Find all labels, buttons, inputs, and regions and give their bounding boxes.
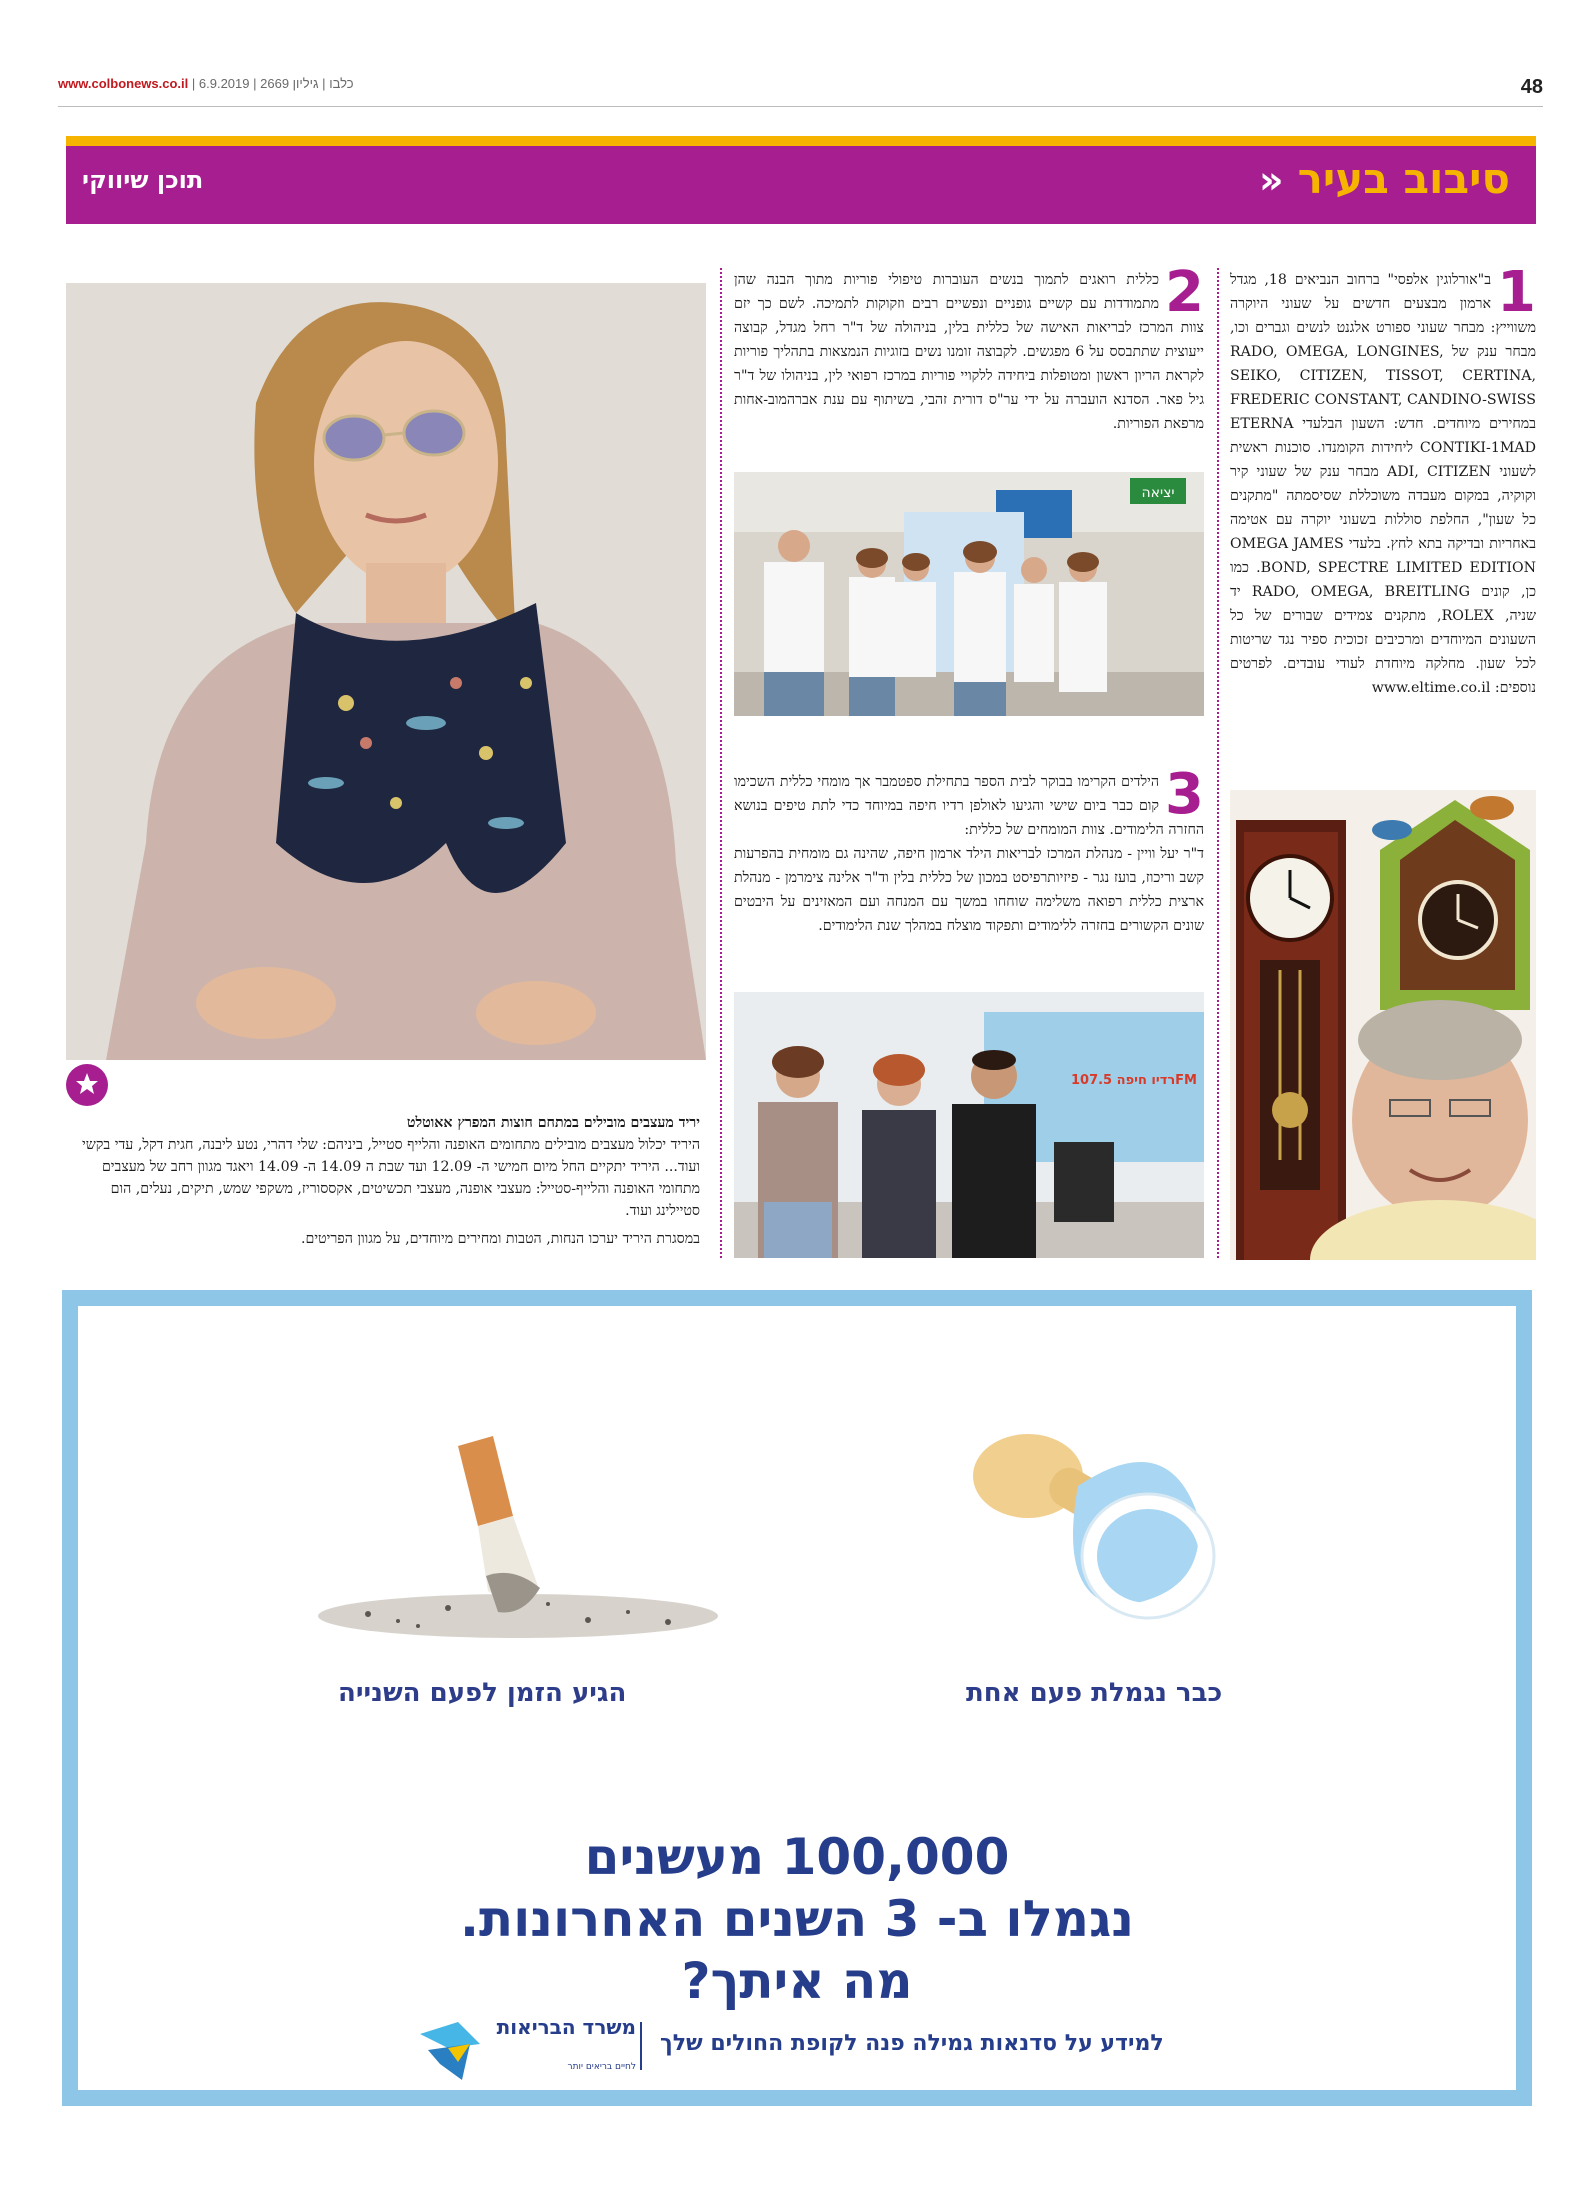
column-divider [720, 268, 722, 1258]
ad-headline [78, 1826, 1516, 2012]
radio-studio-photo [734, 992, 1204, 1258]
section-banner [66, 136, 1536, 224]
cigarette-icon [308, 1416, 728, 1646]
health-ministry-logo [408, 2014, 638, 2094]
sponsored-label: תוכן שיווקי [82, 166, 204, 194]
clinic-team-photo [734, 472, 1204, 716]
ministry-name: משרד הבריאות [496, 2015, 636, 2039]
fashion-model-photo [66, 283, 706, 1060]
section-title-text: סיבוב בעיר [1297, 154, 1510, 203]
fashion-fair-item [66, 1112, 700, 1250]
section-title [1259, 154, 1510, 203]
ad-footer-divider [640, 2022, 642, 2070]
article-1 [1230, 260, 1537, 700]
fashion-body: היריד יכלול מעצבים מובילים מתחומים האופנה והלייף סטייל, ביניהם: שלי דהרי, נטע ליבנה, חגית דקל, עדי בקשי ועוד... היריד יתקיים החל מיום חמישי ה- 12.09 ועד שבת ה 14.09 ה- 14.09 ויאגד מגוון רחב של מעצבים מתחומי האופנה והלייף-סטייל: מעצבי אופנה, מעצבי תכשיטים, אקססוריז, משקפי שמש, תיקים, נעלים, הום סטיילינג ועוד. [82, 1137, 700, 1219]
ad-caption-quit-once: כבר נגמלת פעם אחת [966, 1678, 1223, 1708]
ad-headline-line-2: נגמלו ב- 3 השנים האחרונות. [459, 1890, 1135, 1948]
column-divider [1217, 268, 1219, 1258]
ministry-slogan: לחיים בריאים יותר [567, 2062, 636, 2072]
radio-logo: רדיו חיפה 107.5FM [1070, 1073, 1198, 1088]
paper-name: כלבו [329, 76, 354, 91]
article-3 [734, 762, 1204, 938]
star-icon [66, 1064, 108, 1106]
site-url[interactable]: www.colbonews.co.il [58, 76, 189, 91]
article-number: 1 [1497, 260, 1536, 325]
ad-footer-text: למידע על סדנאות גמילה פנה לקופת החולים שלך [660, 2031, 1164, 2056]
ad-headline-line-3: מה איתך? [681, 1952, 913, 2010]
ad-caption-second-time: הגיע הזמן לפעם השנייה [338, 1678, 627, 1708]
ministry-emblem-icon [418, 2014, 482, 2084]
pacifier-icon [938, 1406, 1238, 1646]
article-number: 2 [1165, 260, 1204, 325]
article-number: 3 [1165, 762, 1204, 827]
exit-sign: יציאה [1141, 485, 1175, 501]
header-divider [58, 106, 1543, 107]
chevron-left-icon: « [1259, 158, 1284, 202]
watch-shop-photo [1230, 790, 1536, 1260]
issue-number: גיליון 2669 [260, 76, 319, 91]
article-text-continued: ד"ר יעל וויין - מנהלת המרכז לבריאות הילד ארמון חיפה, שהינה גם מומחית בהפרעות קשב וריכוז, בועז נגר - פיזיותרפיסט במכון של כללית בלין וד"ר אלינה צימרמן - מנהלת ארצית כללית רפואה משלימה שוחחו במשך עם המנחה ועם המאזינים על היבטים שונים הקשורים בחזרה ללימודים ותפקוד מוצלח במהלך שנת הלימודים. [734, 846, 1204, 934]
article-2 [734, 260, 1204, 436]
page-number: 48 [1520, 76, 1543, 98]
fashion-footer: במסגרת היריד יערכו הנחות, הטבות ומחירים מיוחדים, על מגוון הפריטים. [300, 1231, 700, 1247]
article-text: כללית רואגים לתמוך בנשים העוברות טיפולי פוריות מתוך הבנה שהן מתמודדות עם קשיים גופניים ונפשיים רבים וזקוקות לתמיכה. לשם כך יזם צוות המרכז לבריאות האישה של כללית בלין, בניהולה של ד"ר רחל מגדל, קבוצה ייעוצית שתתבסס על 6 מפגשים. לקבוצה זומנו נשים בזוגיות הנמצאות בתהליך פוריות לקראת הריון ראשון ומטופלות ביחידה ללקויי פוריות במרכז רפואי לין, בניהולו של ד"ר גיל פאר. הסדנא הועברה על ידי ער"ס דורית זהבי, בשיתוף עם ענת אברהמוב-אחות מרפאת הפוריות. [734, 272, 1204, 432]
header-dateline: www.colbonews.co.il | כלבו | גיליון 2669 | 6.9.2019 [58, 76, 354, 91]
issue-date: 6.9.2019 [198, 76, 250, 91]
article-text: ב"אורלוגין אלפסי" ברחוב הנביאים 18, מגדל ארמון מבצעים חדשים על שעוני היוקרה משווייץ: מבחר שעוני ספורט אלגנט לנשים וגברים וכו, מבחר ענק של RADO, OMEGA, LONGINES, SEIKO, CITIZEN, TISSOT, CERTINA, FREDERIC CONSTANT, CANDINO-SWISS במחירים מיוחדים. חדש: השעון הבלעדי ETERNA CONTIKI-1MAD ליחידות הקומנדו. סוכנות ראשית לשעוני ADI, CITIZEN מבחר ענק של שעוני קיר וקוקיה, במקום מעבדה משוכללת שסיסמתה "מתקנים כל שעון", החלפת סוללות בשעוני יוקרה עם אטימה באחריות ובדיקה בתא לחץ. בלעדי OMEGA JAMES BOND, SPECTRE LIMITED EDITION. כמו כן, קונים RADO, OMEGA, BREITLING יד שניה, ROLEX, מתקנים צמידים שבורים של כל השעונים המיוחדים ומרכיבים זכוכית ספיר נגד שריטות לכל שעון. מחלקה מיוחדת לעודי עובדים. לפרטים נוספים: www.eltime.co.il [1230, 272, 1537, 696]
anti-smoking-ad [62, 1290, 1532, 2106]
article-text: הילדים הקרימו בבוקר לבית הספר בתחילת ספטמבר אך מומחי כללית השכימו קום כבר ביום שישי והגיעו לאולפן רדיו חיפה במיוחד כדי לתת טיפים בנושא החזרה הלימודים. צוות המומחים של כללית: [734, 774, 1204, 838]
ad-headline-line-1: 100,000 מעשנים [584, 1828, 1010, 1886]
fashion-headline: יריד מעצבים מובילים במתחם חוצות המפרץ אאוטלט [406, 1115, 700, 1131]
